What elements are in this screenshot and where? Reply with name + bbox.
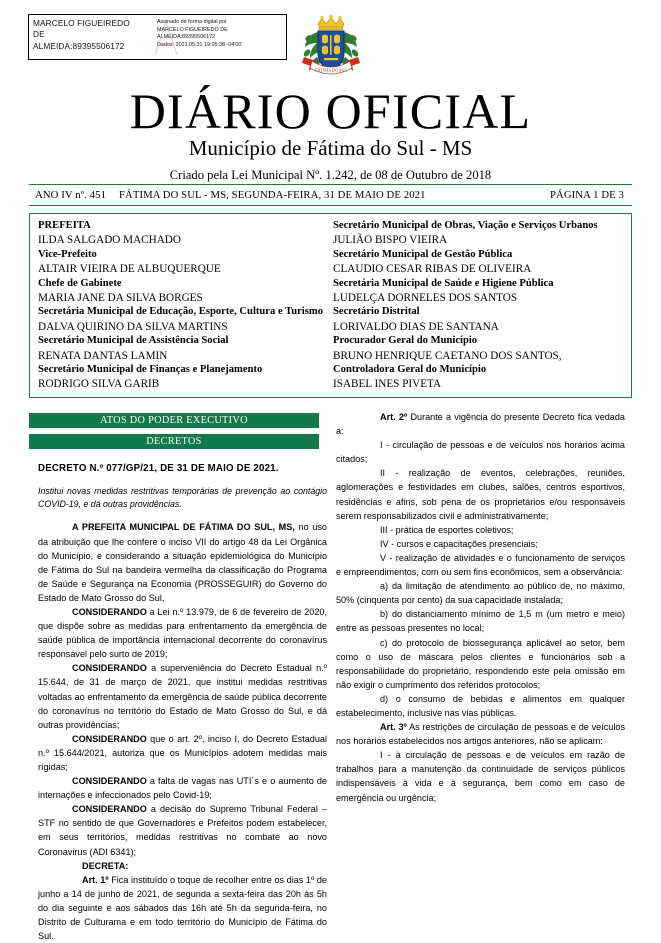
masthead-law-line: Criado pela Lei Municipal Nº. 1.242, de 08 de Outubro de 2018 (169, 168, 492, 182)
article-2-item-text: V - realização de atividades e o funcionamento de serviços e empreendimentos, com ou sem fins econômicos, sem a observância: (336, 552, 625, 578)
considerando-label: CONSIDERANDO (72, 804, 147, 815)
signature-details (153, 15, 286, 59)
section-banner-decrees: DECRETOS (29, 434, 319, 449)
masthead-subtitle: Município de Fátima do Sul - MS (188, 136, 473, 160)
article-3-item-text: I - à circulação de pessoas e de veículos em razão de trabalhos para a manutenção da continuidade de serviços públicos indispensáveis à vida e à segurança, bem como em caso de emergência ou urgência; (336, 750, 625, 803)
edition-bar (29, 184, 632, 206)
official-role: Secretário Municipal de Finanças e Planejamento (38, 364, 263, 376)
officials-column-left (30, 214, 327, 397)
official-role: Secretária Municipal de Educação, Esporte, Cultura e Turismo (38, 306, 323, 318)
decree-considerando-1 (38, 605, 327, 661)
article-2-item-v (336, 551, 625, 579)
official-name: LUDELÇA DORNELES DOS SANTOS (333, 292, 518, 305)
digital-signature-box (28, 14, 287, 60)
official-name: DALVA QUIRINO DA SILVA MARTINS (38, 320, 228, 333)
svg-text:FÁTIMA DO SUL: FÁTIMA DO SUL (315, 67, 347, 73)
article-2-item-iii (336, 523, 625, 537)
decree-ementa: Institui novas medidas restritivas temporárias de prevenção ao contágio COVID-19, e dá outras providências. (38, 486, 327, 510)
signature-detail-line-4: Dados: 2021.05.31 19:05:38 -04'00' (157, 41, 243, 48)
official-name: RODRIGO SILVA GARIB (38, 378, 160, 391)
signature-signer-name (29, 15, 153, 59)
officials-box (29, 213, 632, 398)
considerando-text: a Lei n.º 13.979, de 6 de fevereiro de 2020, que dispõe sobre as medidas para enfrentamento da emergência de saúde pública de importância internacional decorrente do coronavírus responsável pelo surto de 2019; (38, 606, 327, 660)
signature-detail-line-1: Assinado de forma digital por (157, 19, 227, 25)
article-2-text: Durante a vigência do presente Decreto fica vedada a: (336, 412, 625, 437)
article-2-item-text: I - circulação de pessoas e de veículos nos horários acima citados; (336, 440, 625, 465)
decree-heading: DECRETO N.º 077/GP/21, DE 31 DE MAIO DE 2021. (38, 463, 279, 474)
official-role: PREFEITA (38, 220, 91, 231)
article-3-label: Art. 3º (380, 722, 407, 733)
considerando-text: a decisão do Supremo Tribunal Federal – STF no sentido de que Governadores e Prefeitos podem estabelecer, em seus territórios, medidas restritivas no combate ao novo Coronavirus (ADI 6341); (38, 804, 327, 857)
article-2-heading (336, 410, 625, 438)
decree-considerando-3 (38, 732, 327, 774)
edition-place-date: FÁTIMA DO SUL - MS, SEGUNDA-FEIRA, 31 DE MAIO DE 2021 (119, 189, 426, 201)
municipal-coat-of-arms-icon (300, 13, 362, 86)
considerando-text: a falta de vagas nas UTI´s e o aumento de internações e infeccionados pelo Covid-19; (38, 776, 327, 801)
article-2-label: Art. 2º (380, 412, 408, 422)
article-2-item-i (336, 438, 625, 466)
signature-signer-line-1: MARCELO FIGUEIREDO (33, 18, 130, 28)
decree-preamble-rest: no uso da atribuição que lhe confere o inciso VII do artigo 48 da Lei Orgânica do Município, e considerando a situação epidemiológica do Município de Fátima do Sul na bandeira vermelha da classificação do Programa de Saúde e Segurança na Economia (PROSSEGUIR) do Governo do Estado de Mato Grosso do Sul, (38, 522, 327, 603)
officials-column-right (327, 214, 631, 397)
edition-page-indicator: PÁGINA 1 DE 3 (549, 189, 624, 201)
article-2-subitem-text: b) do distanciamento mínimo de 1,5 m (um metro e meio) entre as pessoas presentes no local; (336, 609, 625, 634)
official-name: CLAUDIO CESAR RIBAS DE OLIVEIRA (333, 263, 532, 276)
article-2-subitem-a (336, 579, 625, 607)
considerando-label: CONSIDERANDO (72, 776, 147, 787)
signature-signer-line-2: DE (33, 29, 45, 40)
considerando-label: CONSIDERANDO (72, 606, 147, 617)
considerando-label: CONSIDERANDO (72, 663, 147, 674)
decree-article-1 (38, 873, 327, 943)
article-2-subitem-text: d) o consumo de bebidas e alimentos em qualquer estabelecimento, inclusive nas vias públicas. (336, 693, 625, 718)
article-3-item-i (336, 748, 625, 804)
article-1-text: Fica instituído o toque de recolher entre os dias 1º de junho a 14 de junho de 2021, de segunda a sexta-feira das 20h às 5h do dia seguinte e aos sábados das 16h até 5h da segunda-feira, no Distrito de Culturama e em todo território do Município de Fátima do Sul. (38, 874, 327, 942)
official-role: Secretário Municipal de Gestão Pública (333, 248, 513, 260)
article-2-item-text: II - realização de eventos, celebrações, reuniões, aglomerações e festividades em clubes, salões, centros esportivos, residências e afins, sob pena de os proprietários e/ou responsáveis serem responsabilizados civil e administrativamente; (336, 468, 625, 521)
article-2-item-text: IV - cursos e capacitações presenciais; (380, 538, 538, 549)
signature-detail-line-2: MARCELO FIGUEIREDO DE (157, 26, 228, 33)
official-name: JULIÃO BISPO VIEIRA (333, 234, 448, 247)
considerando-text: que o art. 2º, inciso I, do Decreto Estadual n.º 15.644/2021, autoriza que os Municípios adotem medidas mais rígidas; (38, 733, 327, 772)
considerando-label: CONSIDERANDO (72, 733, 147, 744)
article-2-subitem-text: c) do protocolo de biossegurança aplicável ao setor, bem como o uso de máscara pelos clientes e funcionários sob a responsabilidade do proprietário, respondendo este pela omissão em não exigir o cumprimento dos referidos protocolos; (336, 637, 625, 690)
official-role: Procurador Geral do Município (333, 335, 478, 347)
signature-signer-line-3: ALMEIDA:89395506172 (33, 40, 125, 51)
official-name: ALTAIR VIEIRA DE ALBUQUERQUE (38, 263, 221, 276)
page-title: DIÁRIO OFICIAL (129, 83, 532, 139)
decreta-label: DECRETA: (82, 860, 129, 871)
official-role: Secretária Municipal de Saúde e Higiene Pública (333, 277, 554, 289)
article-3-heading (336, 720, 625, 748)
official-role: Vice-Prefeito (38, 248, 97, 260)
article-3-text: As restrições de circulação de pessoas e de veículos nos horários estabelecidos nos artigos anteriores, não se aplicam: (336, 722, 625, 747)
section-banner-executive-acts: ATOS DO PODER EXECUTIVO (29, 413, 319, 428)
official-name: BRUNO HENRIQUE CAETANO DOS SANTOS, (333, 349, 562, 362)
decree-considerando-2 (38, 661, 327, 731)
signature-detail-line-3: ALMEIDA:89395506172 (157, 34, 216, 41)
official-role: Secretário Municipal de Obras, Viação e Serviços Urbanos (333, 220, 598, 231)
article-2-subitem-d (336, 692, 625, 720)
body-column-right (336, 410, 625, 805)
official-role: Chefe de Gabinete (38, 277, 122, 289)
article-2-subitem-b (336, 607, 625, 635)
official-name: ISABEL INES PIVETA (333, 378, 442, 391)
article-2-subitem-c (336, 636, 625, 692)
official-name: MARIA JANE DA SILVA BORGES (38, 292, 203, 305)
official-name: RENATA DANTAS LAMIN (38, 349, 168, 362)
considerando-text: a superveniência do Decreto Estadual n.º 15.644, de 31 de março de 2021, que institui medidas restritivas voltadas ao enfrentamento da emergência de saúde pública decorrente do coronavírus no território do Estado de Mato Grosso do Sul, e dá outras providências; (38, 663, 327, 730)
decree-preamble (38, 520, 327, 605)
official-role: Secretário Distrital (333, 306, 420, 318)
decree-preamble-bold: A PREFEITA MUNICIPAL DE FÁTIMA DO SUL, MS, (72, 522, 295, 533)
masthead (0, 84, 661, 184)
article-2-item-ii (336, 466, 625, 522)
decree-considerando-4 (38, 774, 327, 802)
official-name: LORIVALDO DIAS DE SANTANA (333, 320, 499, 333)
decree-decreta-line (38, 859, 327, 873)
article-2-subitem-text: a) da limitação de atendimento ao público de, no máximo, 50% (cinquenta por cento) da sua capacidade instalada; (336, 581, 625, 606)
edition-year-number: ANO IV nº. 451 (35, 189, 107, 201)
official-role: Controladora Geral do Município (333, 364, 487, 376)
article-2-item-text: III - prática de esportes coletivos; (380, 524, 514, 535)
article-2-item-iv (336, 537, 625, 551)
article-1-label: Art. 1º (82, 874, 109, 885)
official-role: Secretário Municipal de Assistência Social (38, 335, 229, 347)
decree-considerando-5 (38, 802, 327, 858)
body-column-left (38, 462, 327, 943)
official-name: ILDA SALGADO MACHADO (38, 234, 181, 247)
